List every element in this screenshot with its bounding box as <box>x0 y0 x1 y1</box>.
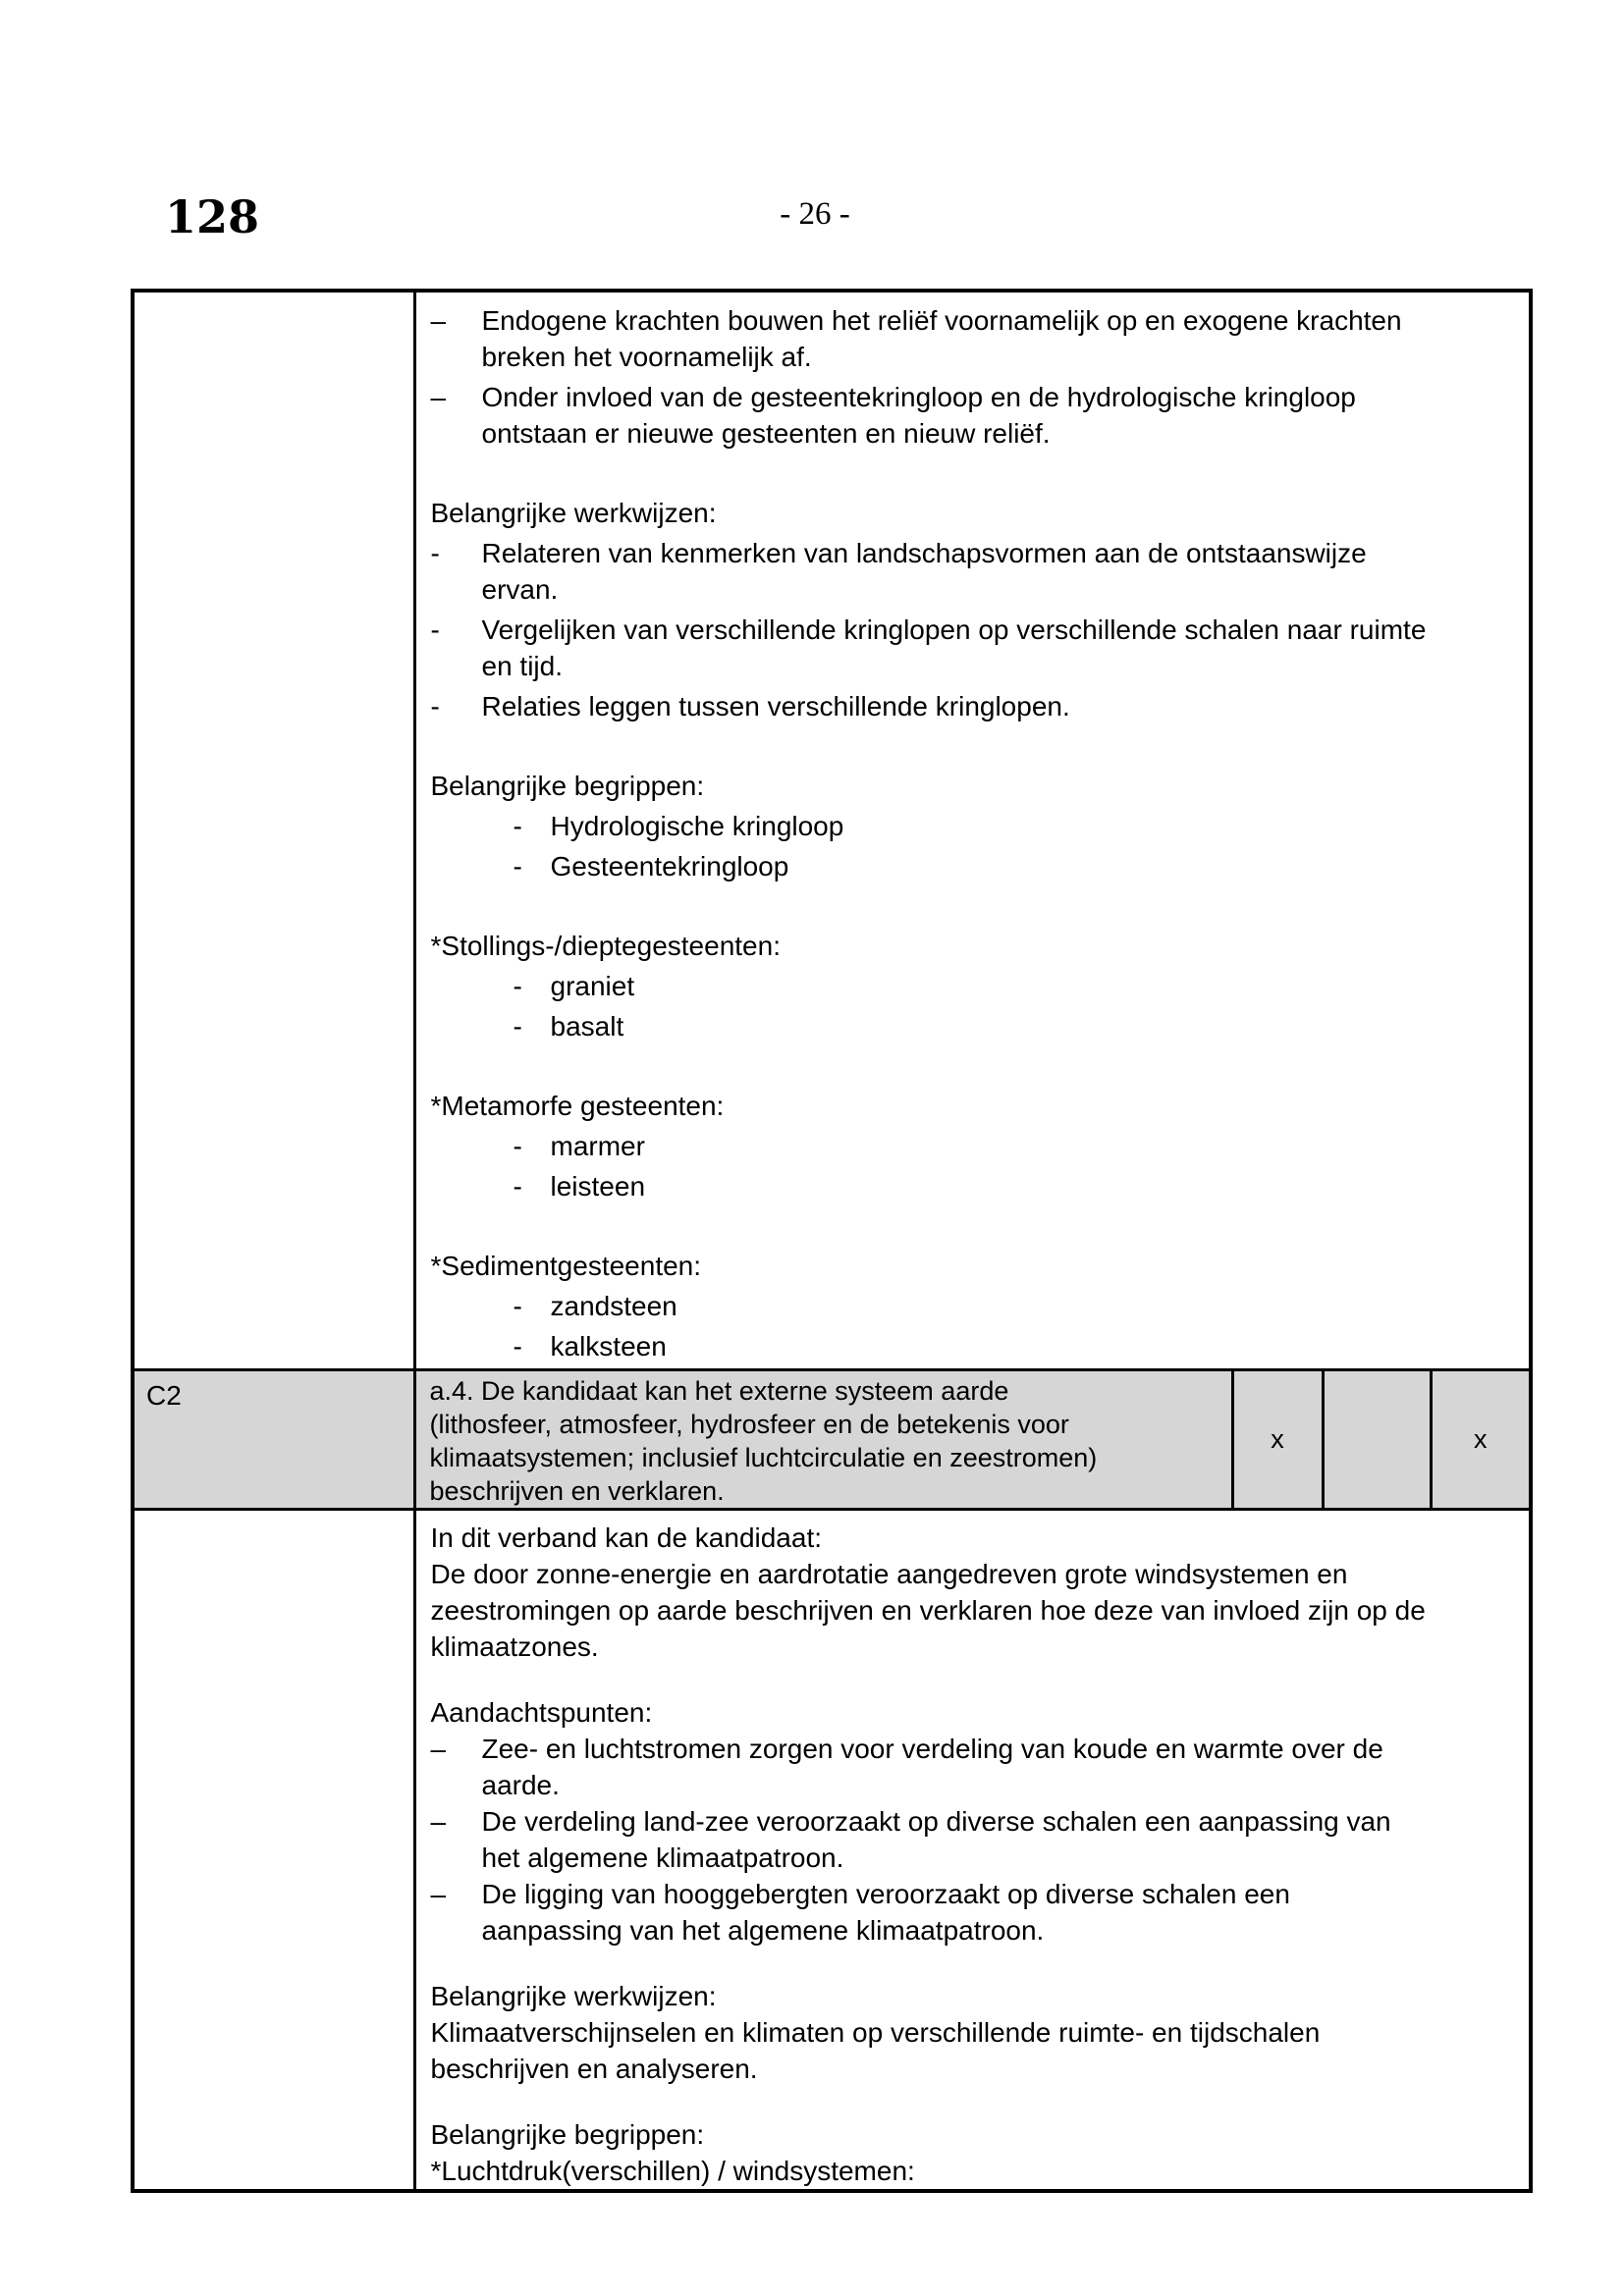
blank-line <box>431 728 1516 768</box>
paragraph <box>431 768 1516 804</box>
page-number: 128 <box>165 190 260 243</box>
text-line: zeestromingen op aarde beschrijven en verklaren hoe deze van invloed zijn op de <box>430 1595 1426 1626</box>
row1-content <box>416 293 1530 1364</box>
blank-line <box>431 1949 1516 1978</box>
paragraph <box>431 495 1516 531</box>
text-line: Belangrijke begrippen: <box>430 771 705 801</box>
bullet-item <box>431 1803 1516 1876</box>
bullet-dash: – <box>430 305 447 336</box>
bullet-item <box>514 1328 1516 1364</box>
bullet-dash: – <box>430 1806 447 1837</box>
text-line: *Metamorfe gesteenten: <box>430 1091 725 1121</box>
text-line: kalksteen <box>550 1331 667 1362</box>
row3-content-cell <box>414 1510 1531 2192</box>
bullet-dash: - <box>430 614 440 645</box>
text-line: Belangrijke begrippen: <box>430 2119 705 2150</box>
bullet-item <box>514 1128 1516 1164</box>
text-line: graniet <box>550 971 635 1001</box>
text-line: *Luchtdruk(verschillen) / windsystemen: <box>430 2156 915 2186</box>
row2-mark-cell-1: x <box>1232 1370 1323 1510</box>
bullet-dash: - <box>513 851 522 881</box>
text-line: basalt <box>550 1011 624 1041</box>
paragraph <box>431 1978 1516 2087</box>
blank-line <box>431 455 1516 495</box>
text-line: beschrijven en verklaren. <box>429 1476 725 1506</box>
bullet-dash: – <box>430 1879 447 1909</box>
bullet-item <box>431 612 1516 684</box>
row2-code-cell <box>133 1370 414 1510</box>
paragraph <box>431 2116 1516 2189</box>
blank-line <box>431 1048 1516 1088</box>
blank-line <box>431 888 1516 928</box>
text-line: Belangrijke werkwijzen: <box>430 498 717 528</box>
text-line: marmer <box>550 1131 645 1161</box>
text-line: Aandachtspunten: <box>430 1697 653 1728</box>
text-line: In dit verband kan de kandidaat: <box>430 1522 823 1553</box>
row2-mark-cell-3: x <box>1431 1370 1531 1510</box>
row3-content <box>416 1511 1530 2189</box>
bullet-dash: – <box>430 1734 447 1764</box>
text-line: het algemene klimaatpatroon. <box>481 1842 844 1873</box>
text-line: Relaties leggen tussen verschillende kringlopen. <box>481 691 1070 721</box>
bullet-dash: – <box>430 382 447 412</box>
bullet-item <box>514 968 1516 1004</box>
text-line: ontstaan er nieuwe gesteenten en nieuw reliëf. <box>481 418 1051 449</box>
table-row-highlighted <box>133 1370 1531 1510</box>
row1-code-cell <box>133 291 414 1370</box>
text-line: ervan. <box>481 574 559 605</box>
goal-text <box>416 1371 1231 1508</box>
text-line: *Stollings-/dieptegesteenten: <box>430 931 781 961</box>
bullet-dash: - <box>430 538 440 568</box>
text-line: klimaatsystemen; inclusief luchtcirculatie en zeestromen) <box>429 1443 1098 1472</box>
text-line: De door zonne-energie en aardrotatie aangedreven grote windsystemen en <box>430 1559 1348 1589</box>
text-line: breken het voornamelijk af. <box>481 342 812 372</box>
bullet-dash: - <box>513 1011 522 1041</box>
text-line: Klimaatverschijnselen en klimaten op verschillende ruimte- en tijdschalen <box>430 2017 1321 2048</box>
text-line: (lithosfeer, atmosfeer, hydrosfeer en de betekenis voor <box>429 1410 1069 1439</box>
text-line: Zee- en luchtstromen zorgen voor verdeling van koude en warmte over de <box>481 1734 1383 1764</box>
text-line: Gesteentekringloop <box>550 851 789 881</box>
page-header-number: - 26 - <box>780 196 850 232</box>
blank-line <box>431 1665 1516 1694</box>
text-line: Relateren van kenmerken van landschapsvormen aan de ontstaanswijze <box>481 538 1367 568</box>
row1-content-cell <box>414 291 1531 1370</box>
paragraph <box>431 928 1516 964</box>
bullet-item <box>431 688 1516 724</box>
text-line: Onder invloed van de gesteentekringloop en de hydrologische kringloop <box>481 382 1356 412</box>
bullet-item <box>514 848 1516 884</box>
bullet-dash: - <box>513 811 522 841</box>
text-line: Hydrologische kringloop <box>550 811 844 841</box>
row2-mark-cell-2 <box>1323 1370 1431 1510</box>
paragraph <box>431 1088 1516 1124</box>
bullet-dash: - <box>430 691 440 721</box>
text-line: en tijd. <box>481 651 563 681</box>
text-line: Belangrijke werkwijzen: <box>430 1981 717 2011</box>
text-line: De ligging van hooggebergten veroorzaakt op diverse schalen een <box>481 1879 1290 1909</box>
paragraph <box>431 1694 1516 1731</box>
row2-goal-cell <box>414 1370 1232 1510</box>
bullet-dash: - <box>513 1171 522 1201</box>
text-line: aarde. <box>481 1770 560 1800</box>
row-code-label: C2 <box>146 1380 182 1411</box>
bullet-item <box>514 808 1516 844</box>
table-row <box>133 1510 1531 2192</box>
text-line: zandsteen <box>550 1291 677 1321</box>
text-line: aanpassing van het algemene klimaatpatroon. <box>481 1915 1045 1946</box>
text-line: leisteen <box>550 1171 646 1201</box>
bullet-item <box>431 379 1516 452</box>
text-line: Endogene krachten bouwen het reliëf voornamelijk op en exogene krachten <box>481 305 1402 336</box>
bullet-dash: - <box>513 1291 522 1321</box>
bullet-dash: - <box>513 1331 522 1362</box>
row3-code-cell <box>133 1510 414 2192</box>
blank-line <box>431 2087 1516 2116</box>
bullet-dash: - <box>513 971 522 1001</box>
bullet-item <box>431 1731 1516 1803</box>
bullet-item <box>431 302 1516 375</box>
paragraph <box>431 1248 1516 1284</box>
bullet-item <box>514 1168 1516 1204</box>
table-row <box>133 291 1531 1370</box>
text-line: Vergelijken van verschillende kringlopen op verschillende schalen naar ruimte <box>481 614 1427 645</box>
text-line: a.4. De kandidaat kan het externe systeem aarde <box>429 1376 1009 1406</box>
bullet-dash: - <box>513 1131 522 1161</box>
bullet-item <box>514 1288 1516 1324</box>
curriculum-spec-table <box>131 289 1533 2193</box>
text-line: klimaatzones. <box>430 1631 599 1662</box>
text-line: beschrijven en analyseren. <box>430 2054 758 2084</box>
paragraph <box>431 1520 1516 1665</box>
bullet-item <box>514 1008 1516 1044</box>
text-line: *Sedimentgesteenten: <box>430 1251 702 1281</box>
blank-line <box>431 1208 1516 1248</box>
bullet-item <box>431 1876 1516 1949</box>
bullet-item <box>431 535 1516 608</box>
text-line: De verdeling land-zee veroorzaakt op diverse schalen een aanpassing van <box>481 1806 1391 1837</box>
